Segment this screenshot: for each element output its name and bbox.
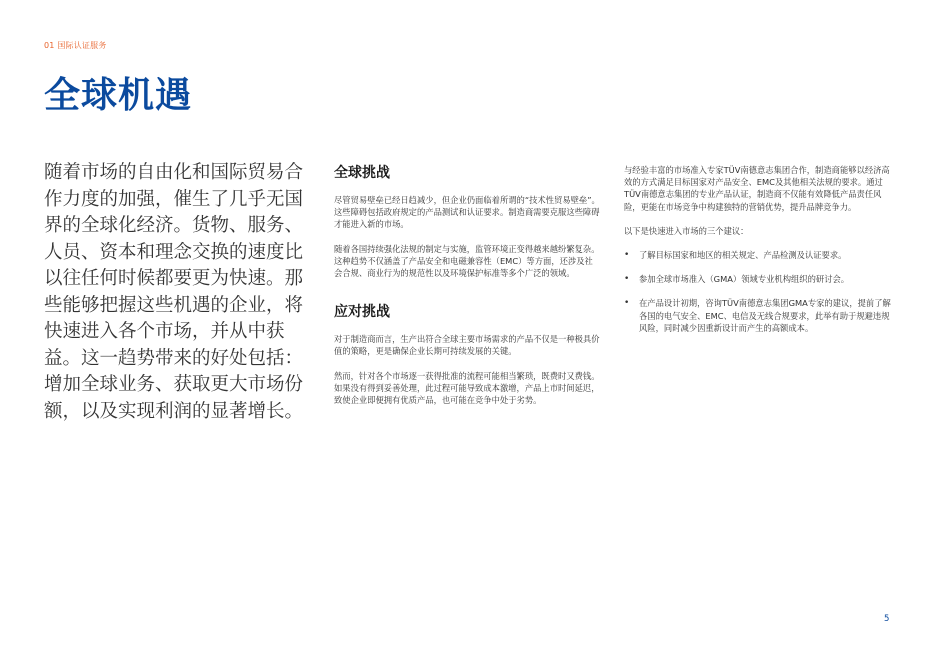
section-label: 01 国际认证服务	[44, 41, 107, 50]
paragraph-three-tips: 以下是快速进入市场的三个建议：	[624, 225, 749, 236]
column-recommendations	[624, 164, 892, 346]
paragraph-approval-process: 然而，针对各个市场逐一获得批准的流程可能相当繁琐，既费时又费钱。如果没有得到妥善处理，此过程可能导致成本激增，产品上市时间延迟，致使企业即便拥有优质产品，也可能在竞争中处于劣势。	[334, 370, 600, 406]
list-item-text: 在产品设计初期，咨询TÜV南德意志集团GMA专家的建议，提前了解各国的电气安全、EMC、电信及无线合规要求，此举有助于规避违规风险，同时减少因重新设计而产生的高额成本。	[639, 298, 891, 333]
recommendation-list	[624, 249, 892, 334]
list-item	[624, 273, 892, 285]
page-number: 5	[884, 614, 890, 624]
heading-global-challenges: 全球挑战	[334, 165, 390, 181]
paragraph-partnership: 与经验丰富的市场准入专家TÜV南德意志集团合作，制造商能够以经济高效的方式满足目标国家对产品安全、EMC及其他相关法规的要求。通过TÜV南德意志集团的专业产品认证，制造商不仅能有效降低产品责任风险，更能在市场竞争中构建独特的营销优势，提升品牌竞争力。	[624, 165, 890, 212]
heading-meeting-challenges: 应对挑战	[334, 304, 390, 321]
bullet-icon: •	[624, 274, 630, 285]
list-item-text: 参加全球市场准入（GMA）领域专业机构组织的研讨会。	[639, 274, 850, 285]
list-item	[624, 297, 892, 334]
list-item-text: 了解目标国家和地区的相关规定、产品检测及认证要求。	[639, 250, 847, 261]
bullet-icon: •	[624, 298, 630, 309]
paragraph-regulations: 随着各国持续强化法规的制定与实施，监管环境正变得越来越纷繁复杂。这种趋势不仅涵盖了产品安全和电磁兼容性（EMC）等方面，还涉及社会合规、商业行为的规范性以及环境保护标准等多个广泛的领域。	[334, 243, 600, 279]
paragraph-strategy: 对于制造商而言，生产出符合全球主要市场需求的产品不仅是一种极具价值的策略，更是确保企业长期可持续发展的关键。	[334, 334, 600, 357]
intro-paragraph: 随着市场的自由化和国际贸易合作力度的加强，催生了几乎无国界的全球化经济。货物、服务、人员、资本和理念交换的速度比以往任何时候都要更为快速。那些能够把握这些机遇的企业，将快速进入各个市场，并从中获益。这一趋势带来的好处包括：增加全球业务、获取更大市场份额，以及实现利润的显著增长。	[44, 162, 304, 422]
column-global-challenges	[334, 162, 600, 418]
list-item	[624, 249, 892, 261]
bullet-icon: •	[624, 250, 630, 261]
paragraph-trade-barriers: 尽管贸易壁垒已经日趋减少，但企业仍面临着所谓的“技术性贸易壁垒”。这些障碍包括政府规定的产品测试和认证要求。制造商需要克服这些障碍才能进入新的市场。	[334, 195, 600, 230]
page-title: 全球机遇	[44, 75, 193, 116]
